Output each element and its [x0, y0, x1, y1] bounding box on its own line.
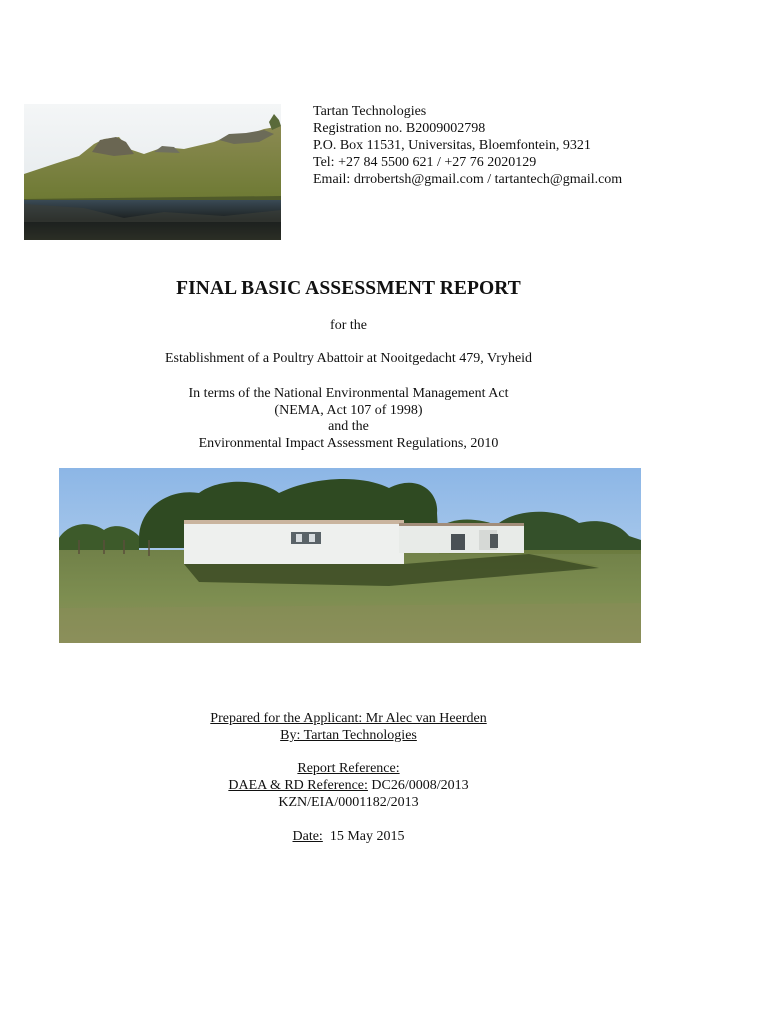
date-label: Date: — [292, 829, 323, 844]
daea-reference — [0, 777, 697, 794]
prepared-by: By: Tartan Technologies — [280, 728, 417, 743]
company-info — [313, 103, 622, 188]
daea-reference-label: DAEA & RD Reference: — [228, 778, 368, 793]
company-name: Tartan Technologies — [313, 104, 427, 119]
report-reference-heading: Report Reference: — [297, 761, 400, 776]
legal-terms-line-2: (NEMA, Act 107 of 1998) — [274, 403, 423, 418]
legal-terms-line-3: and the — [328, 419, 369, 434]
kzn-reference: KZN/EIA/0001182/2013 — [278, 795, 419, 810]
for-the-text: for the — [330, 318, 367, 333]
company-registration: Registration no. B2009002798 — [313, 121, 486, 136]
date-value: 15 May 2015 — [322, 829, 405, 844]
company-address: P.O. Box 11531, Universitas, Bloemfontein, 9321 — [313, 138, 591, 153]
legal-terms-line-4: Environmental Impact Assessment Regulations, 2010 — [198, 436, 499, 451]
legal-terms-line-1: In terms of the National Environmental Management Act — [188, 386, 509, 401]
company-phone: Tel: +27 84 5500 621 / +27 76 2020129 — [313, 155, 537, 170]
landscape-lake-photo — [24, 104, 281, 240]
project-description: Establishment of a Poultry Abattoir at Nooitgedacht 479, Vryheid — [164, 351, 533, 366]
report-title: FINAL BASIC ASSESSMENT REPORT — [176, 278, 521, 299]
report-date — [0, 828, 697, 845]
prepared-for-applicant: Prepared for the Applicant: Mr Alec van Heerden — [210, 711, 487, 726]
daea-reference-value: DC26/0008/2013 — [367, 778, 469, 793]
company-email: Email: drrobertsh@gmail.com / tartantech@gmail.com — [313, 172, 623, 187]
building-photo — [59, 468, 641, 643]
